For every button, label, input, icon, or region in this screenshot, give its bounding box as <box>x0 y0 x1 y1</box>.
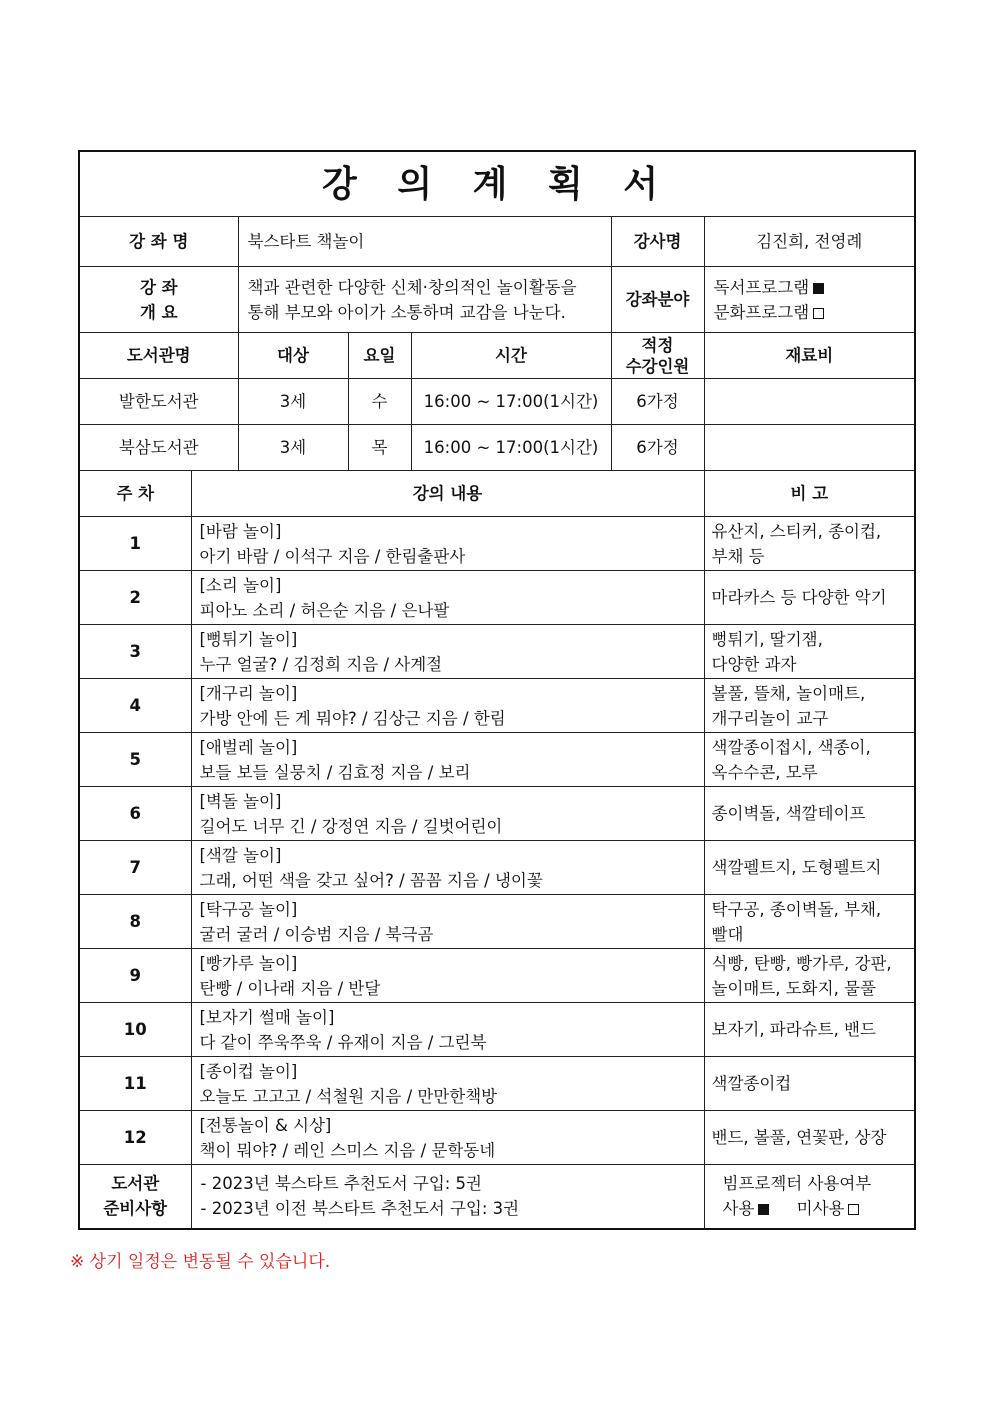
week-note: 탁구공, 종이벽돌, 부채, 빨대 <box>704 895 915 949</box>
course-name-label: 강 좌 명 <box>79 217 238 267</box>
week-row <box>79 1057 915 1111</box>
week-note: 볼풀, 뜰채, 놀이매트, 개구리놀이 교구 <box>704 679 915 733</box>
library-capacity: 6가정 <box>611 425 704 471</box>
week-book: 아기 바람 / 이석구 지음 / 한림출판사 <box>199 546 466 566</box>
course-name-value: 북스타트 책놀이 <box>238 217 611 267</box>
week-row <box>79 571 915 625</box>
field-label: 강좌분야 <box>611 267 704 333</box>
week-row <box>79 895 915 949</box>
library-fee <box>704 379 915 425</box>
week-number: 12 <box>79 1111 191 1165</box>
library-header-capacity: 적정 수강인원 <box>611 333 704 379</box>
week-book: 탄빵 / 이나래 지음 / 반달 <box>199 978 381 998</box>
library-capacity: 6가정 <box>611 379 704 425</box>
library-name: 북삼도서관 <box>79 425 238 471</box>
week-note: 뻥튀기, 딸기잼, 다양한 과자 <box>704 625 915 679</box>
week-book: 누구 얼굴? / 김정희 지음 / 사계절 <box>199 654 443 674</box>
footnote: ※ 상기 일정은 변동될 수 있습니다. <box>70 1252 331 1272</box>
week-number: 8 <box>79 895 191 949</box>
library-header-name: 도서관명 <box>79 333 238 379</box>
week-number: 6 <box>79 787 191 841</box>
week-content <box>191 949 704 1003</box>
week-theme: [보자기 썰매 놀이] <box>199 1007 335 1027</box>
document-title: 강 의 계 획 서 <box>79 151 915 217</box>
week-theme: [바람 놀이] <box>199 521 282 541</box>
prep-item: - 2023년 이전 북스타트 추천도서 구입: 3권 <box>200 1199 520 1219</box>
summary-value: 책과 관련한 다양한 신체·창의적인 놀이활동을 통해 부모와 아이가 소통하며 교감을 나눈다. <box>238 267 611 333</box>
week-book: 보들 보들 실뭉치 / 김효정 지음 / 보리 <box>199 762 471 782</box>
week-theme: [색깔 놀이] <box>199 845 282 865</box>
week-row <box>79 679 915 733</box>
library-header-time: 시간 <box>411 333 611 379</box>
week-theme: [벽돌 놀이] <box>199 791 282 811</box>
week-note: 식빵, 탄빵, 빵가루, 강판, 놀이매트, 도화지, 물풀 <box>704 949 915 1003</box>
week-row <box>79 1003 915 1057</box>
library-day: 목 <box>348 425 411 471</box>
week-content <box>191 625 704 679</box>
week-number: 9 <box>79 949 191 1003</box>
week-row <box>79 733 915 787</box>
checked-box-icon <box>813 283 824 294</box>
week-header-note: 비 고 <box>704 471 915 517</box>
week-note: 종이벽돌, 색깔테이프 <box>704 787 915 841</box>
week-theme: [빵가루 놀이] <box>199 953 298 973</box>
library-day: 수 <box>348 379 411 425</box>
lecture-plan-document <box>78 150 914 1230</box>
week-theme: [탁구공 놀이] <box>199 899 298 919</box>
projector-options: 사용 미사용 <box>723 1196 915 1221</box>
week-note: 색깔종이컵 <box>704 1057 915 1111</box>
week-content <box>191 571 704 625</box>
field-option-reading: 독서프로그램 <box>714 275 915 300</box>
week-header-no: 주 차 <box>79 471 191 517</box>
unchecked-box-icon <box>813 308 824 319</box>
week-theme: [소리 놀이] <box>199 575 282 595</box>
week-row <box>79 949 915 1003</box>
week-content <box>191 895 704 949</box>
week-note: 보자기, 파라슈트, 밴드 <box>704 1003 915 1057</box>
checked-box-icon <box>758 1204 769 1215</box>
week-row <box>79 787 915 841</box>
projector-cell <box>704 1165 915 1229</box>
instructor-label: 강사명 <box>611 217 704 267</box>
week-row <box>79 517 915 571</box>
week-note: 마라카스 등 다양한 악기 <box>704 571 915 625</box>
week-content <box>191 679 704 733</box>
instructor-value: 김진희, 전영례 <box>704 217 915 267</box>
library-header-fee: 재료비 <box>704 333 915 379</box>
week-number: 4 <box>79 679 191 733</box>
library-fee <box>704 425 915 471</box>
week-theme: [전통놀이 & 시상] <box>199 1115 332 1135</box>
prep-items <box>191 1165 704 1229</box>
week-theme: [뻥튀기 놀이] <box>199 629 298 649</box>
field-option-culture: 문화프로그램 <box>714 300 915 325</box>
week-row <box>79 625 915 679</box>
week-row <box>79 841 915 895</box>
week-content <box>191 733 704 787</box>
library-header-target: 대상 <box>238 333 348 379</box>
field-options <box>704 267 915 333</box>
week-book: 피아노 소리 / 허은순 지음 / 은나팔 <box>199 600 450 620</box>
library-header-day: 요일 <box>348 333 411 379</box>
library-time: 16:00 ~ 17:00(1시간) <box>411 425 611 471</box>
week-content <box>191 1003 704 1057</box>
week-theme: [종이컵 놀이] <box>199 1061 298 1081</box>
projector-label: 빔프로젝터 사용여부 <box>722 1174 872 1194</box>
week-number: 7 <box>79 841 191 895</box>
week-number: 3 <box>79 625 191 679</box>
week-content <box>191 1057 704 1111</box>
week-header-content: 강의 내용 <box>191 471 704 517</box>
unchecked-box-icon <box>848 1204 859 1215</box>
plan-table <box>78 150 916 1230</box>
week-number: 1 <box>79 517 191 571</box>
week-book: 그래, 어떤 색을 갖고 싶어? / 꼼꼼 지음 / 냉이꽃 <box>199 870 543 890</box>
week-book: 가방 안에 든 게 뭐야? / 김상근 지음 / 한림 <box>199 708 506 728</box>
week-number: 5 <box>79 733 191 787</box>
week-theme: [애벌레 놀이] <box>199 737 298 757</box>
summary-label: 강 좌 개 요 <box>79 267 238 333</box>
week-row <box>79 1111 915 1165</box>
week-book: 굴러 굴러 / 이승범 지음 / 북극곰 <box>199 924 434 944</box>
week-book: 길어도 너무 긴 / 강정연 지음 / 길벗어린이 <box>199 816 503 836</box>
week-content <box>191 787 704 841</box>
library-time: 16:00 ~ 17:00(1시간) <box>411 379 611 425</box>
week-note: 색깔펠트지, 도형펠트지 <box>704 841 915 895</box>
week-number: 10 <box>79 1003 191 1057</box>
week-note: 색깔종이접시, 색종이, 옥수수콘, 모루 <box>704 733 915 787</box>
library-target: 3세 <box>238 379 348 425</box>
prep-item: - 2023년 북스타트 추천도서 구입: 5권 <box>200 1174 482 1194</box>
week-content <box>191 841 704 895</box>
week-book: 다 같이 쭈욱쭈욱 / 유재이 지음 / 그린북 <box>199 1032 487 1052</box>
library-target: 3세 <box>238 425 348 471</box>
week-content <box>191 517 704 571</box>
week-number: 11 <box>79 1057 191 1111</box>
week-note: 밴드, 볼풀, 연꽃판, 상장 <box>704 1111 915 1165</box>
week-book: 책이 뭐야? / 레인 스미스 지음 / 문학동네 <box>199 1140 496 1160</box>
week-number: 2 <box>79 571 191 625</box>
week-book: 오늘도 고고고 / 석철원 지음 / 만만한책방 <box>199 1086 498 1106</box>
library-name: 발한도서관 <box>79 379 238 425</box>
week-content <box>191 1111 704 1165</box>
week-theme: [개구리 놀이] <box>199 683 298 703</box>
week-note: 유산지, 스티커, 종이컵, 부채 등 <box>704 517 915 571</box>
prep-label: 도서관 준비사항 <box>79 1165 191 1229</box>
